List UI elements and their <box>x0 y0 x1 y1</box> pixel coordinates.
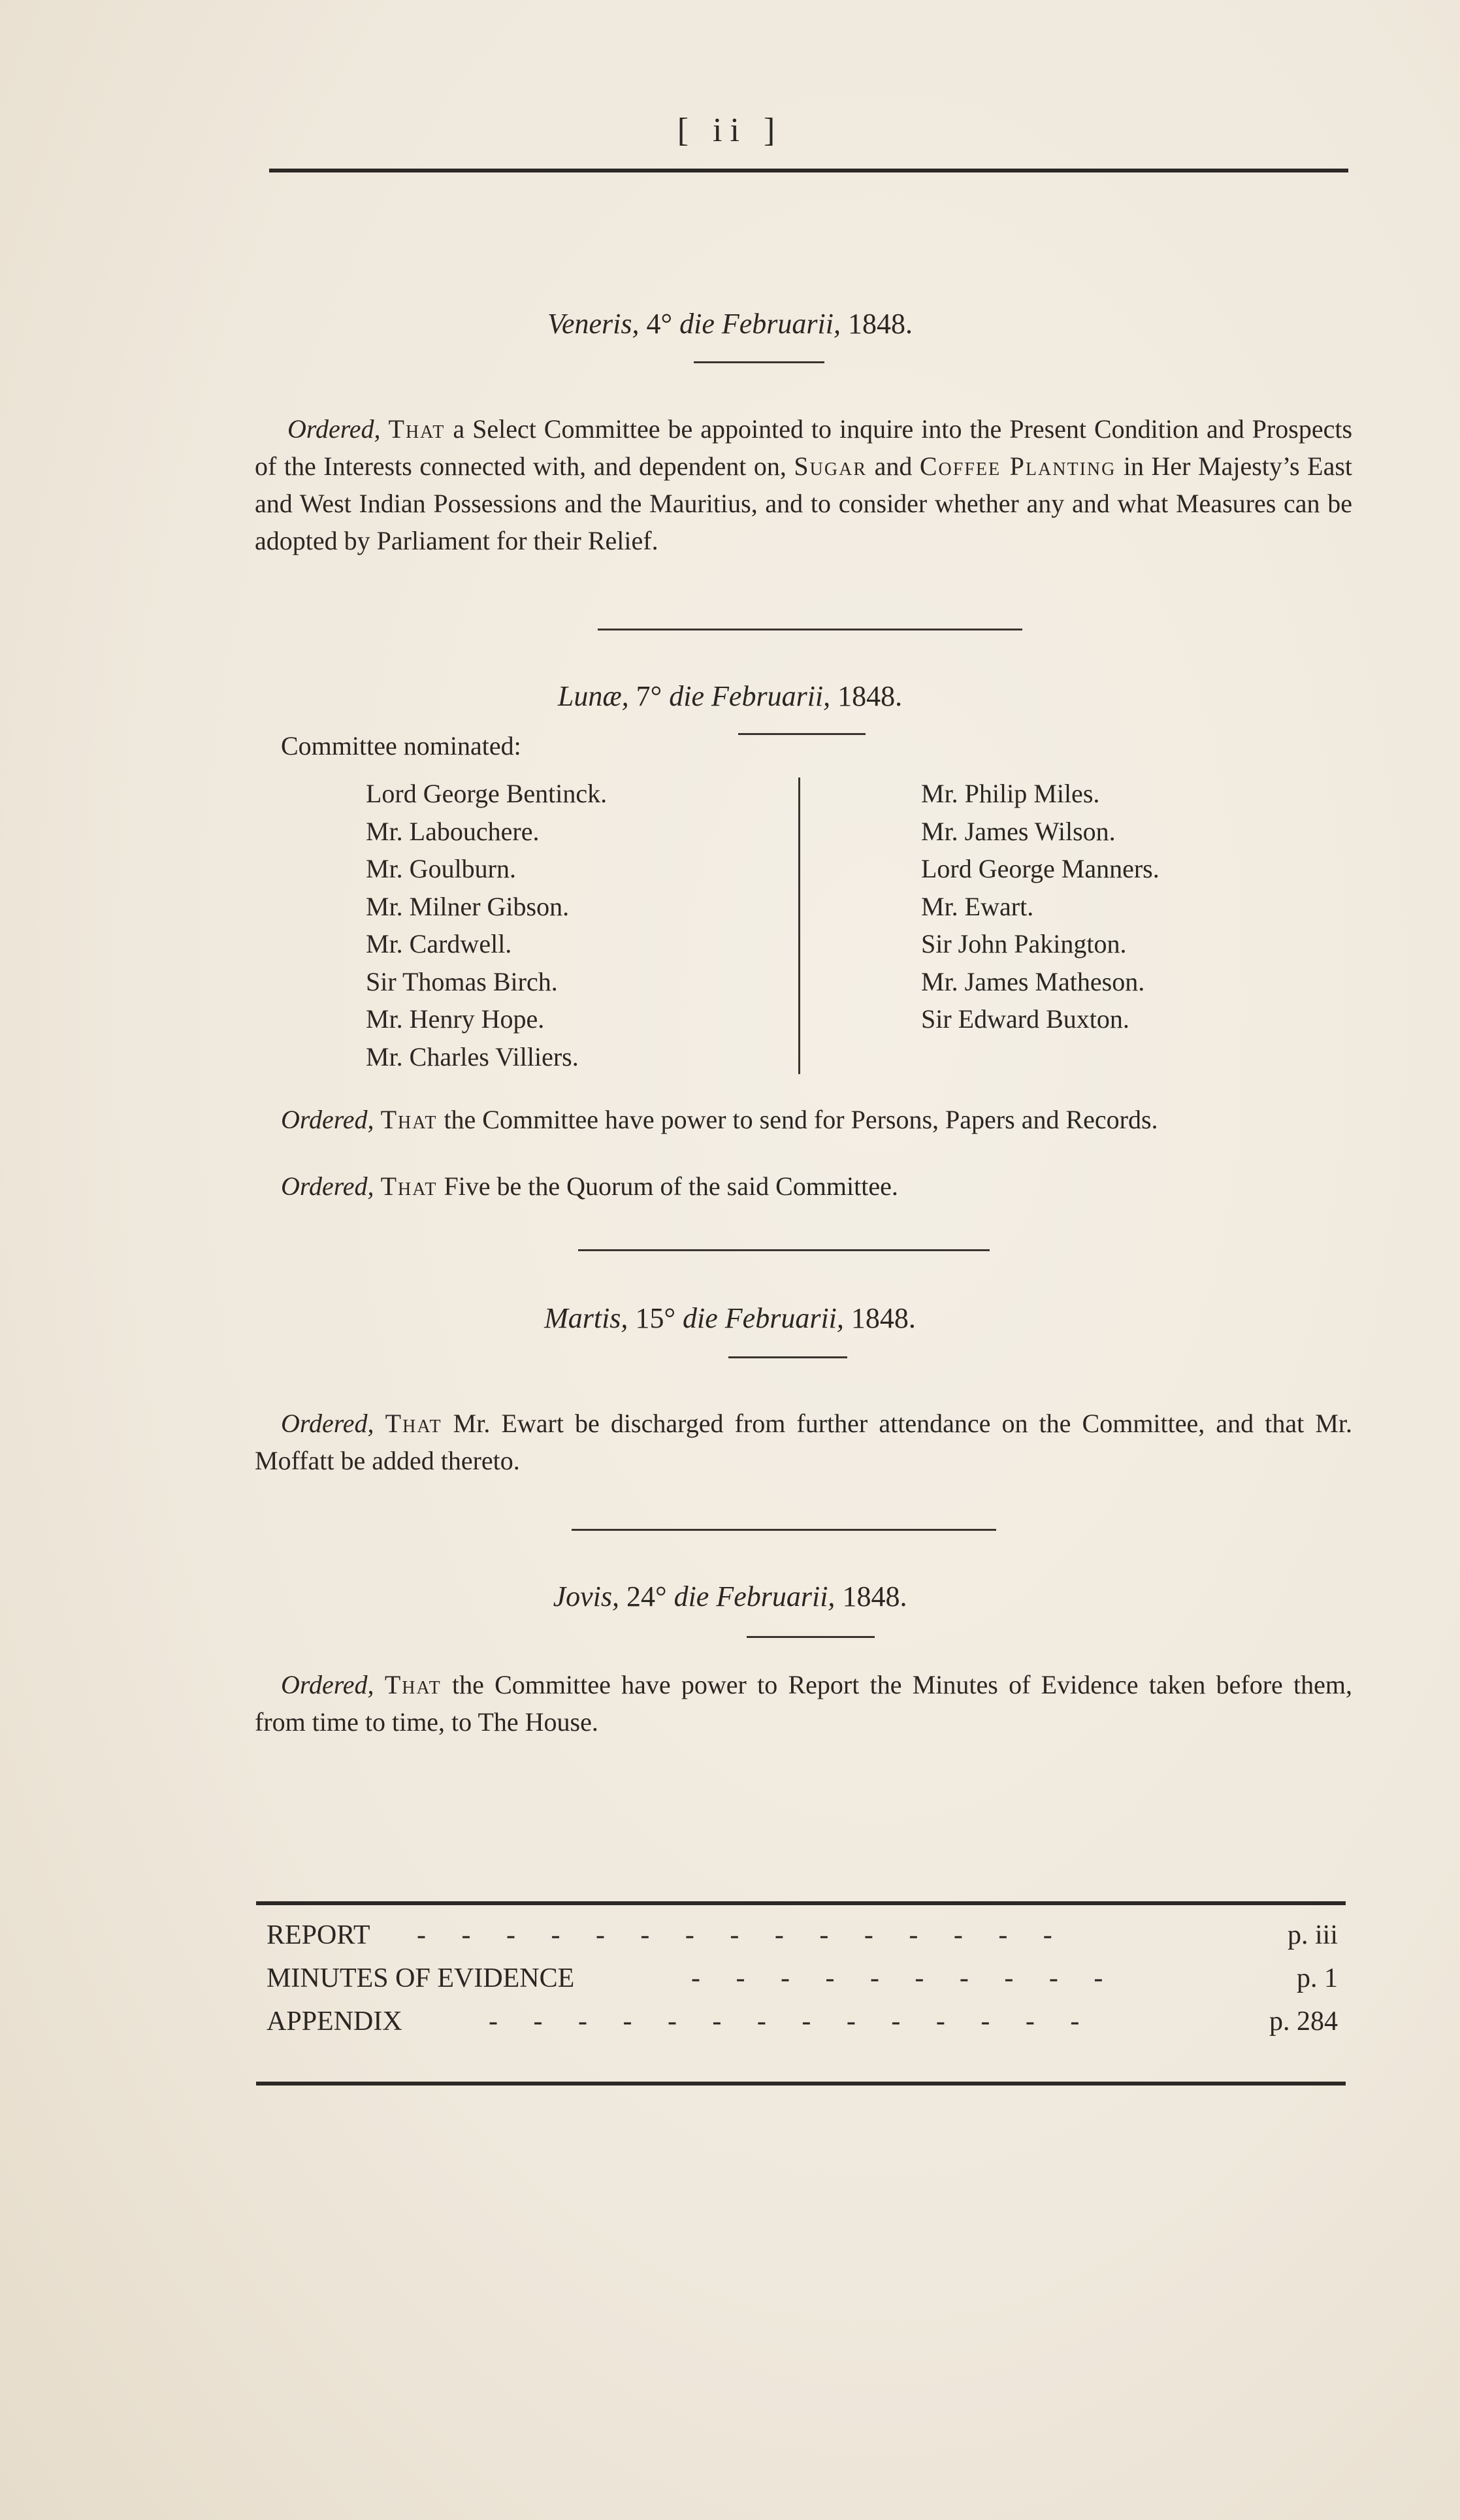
member-name: Mr. Philip Miles. <box>921 779 1100 808</box>
member-name: Mr. Henry Hope. <box>366 1004 545 1034</box>
member-name: Sir John Pakington. <box>921 929 1127 958</box>
member-name: Mr. Milner Gibson. <box>366 891 570 921</box>
date-rule-2 <box>738 733 866 735</box>
member-name: Mr. Cardwell. <box>366 929 512 958</box>
member-name: Sir Edward Buxton. <box>921 1004 1129 1034</box>
section-divider-3 <box>572 1529 996 1531</box>
order-paragraph-4: Ordered, That Mr. Ewart be discharged from further attendance on the Committee, and that Mr. Moffatt be added thereto. <box>255 1409 1353 1475</box>
members-left-column <box>366 775 607 1075</box>
committee-nominated-label: Committee nominated: <box>281 731 521 761</box>
member-name: Mr. Ewart. <box>921 891 1034 921</box>
date-rule-1 <box>694 361 824 363</box>
order-paragraph-3: Ordered, That Five be the Quorum of the said Committee. <box>281 1171 898 1201</box>
member-name: Mr. James Matheson. <box>921 966 1145 996</box>
column-divider <box>798 777 800 1074</box>
contents-row-report: REPORT - - - - - - - - - - - - - - - p. iii <box>267 1920 1338 1950</box>
member-name: Mr. Charles Villiers. <box>366 1041 579 1072</box>
section-divider-2 <box>578 1249 990 1251</box>
header-rule <box>269 169 1348 172</box>
member-name: Lord George Manners. <box>921 854 1160 883</box>
order-paragraph-1: Ordered, That a Select Committee be appointed to inquire into the Present Condition and Prospects of the Interests connected with, and dependent on, Sugar and Coffee Planting in Her Majesty’s East and West Indian Possessions and the Mauritius, and to consider whether any and what Measures can be adopted by Parliament for their Relief. <box>255 414 1353 555</box>
order-paragraph-5: Ordered, That the Committee have power to Report the Minutes of Evidence taken before them, from time to time, to The House. <box>255 1670 1353 1737</box>
date-heading-1: Veneris, 4° die Februarii, 1848. <box>547 308 913 340</box>
member-name: Mr. James Wilson. <box>921 816 1116 846</box>
contents-row-appendix: APPENDIX - - - - - - - - - - - - - - p. 284 <box>267 2006 1338 2037</box>
date-rule-3 <box>728 1356 847 1358</box>
contents-row-minutes: MINUTES OF EVIDENCE - - - - - - - - - - p. 1 <box>267 1963 1338 1993</box>
date-heading-2: Lunæ, 7° die Februarii, 1848. <box>557 680 903 712</box>
member-name: Sir Thomas Birch. <box>366 966 558 996</box>
member-name: Mr. Labouchere. <box>366 816 540 846</box>
date-heading-3: Martis, 15° die Februarii, 1848. <box>544 1302 916 1334</box>
section-divider-1 <box>598 629 1022 630</box>
contents-top-rule <box>256 1901 1346 1905</box>
page-number: [ ii ] <box>677 112 783 149</box>
order-paragraph-2: Ordered, That the Committee have power to send for Persons, Papers and Records. <box>281 1105 1158 1134</box>
date-rule-4 <box>747 1636 875 1638</box>
contents-bottom-rule <box>256 2082 1346 2086</box>
date-heading-4: Jovis, 24° die Februarii, 1848. <box>553 1580 907 1612</box>
members-right-column <box>921 775 1160 1038</box>
member-name: Lord George Bentinck. <box>366 779 608 808</box>
member-name: Mr. Goulburn. <box>366 854 516 883</box>
